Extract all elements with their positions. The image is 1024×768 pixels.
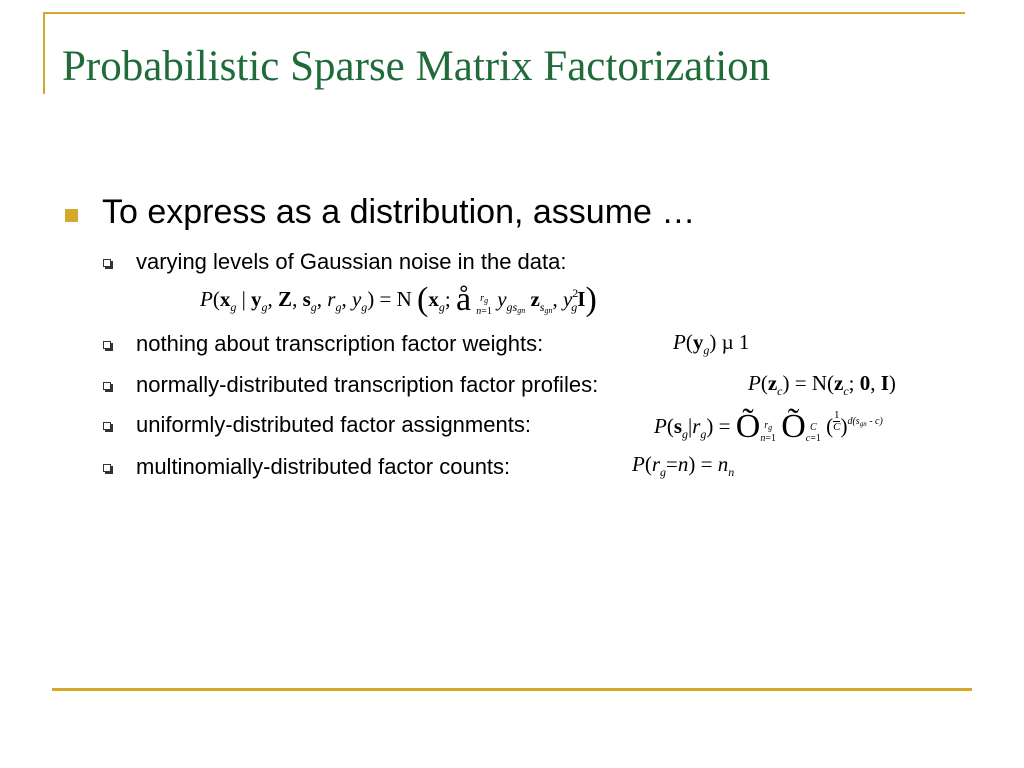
frame-top-line bbox=[43, 12, 965, 14]
subitem-text: normally-distributed transcription factor profiles: bbox=[136, 372, 599, 397]
checkbox-bullet-icon bbox=[103, 422, 111, 430]
checkbox-bullet-icon bbox=[103, 464, 111, 472]
checkbox-bullet-icon bbox=[103, 259, 111, 267]
bullet-square-icon bbox=[65, 209, 78, 222]
checkbox-bullet-icon bbox=[103, 341, 111, 349]
main-bullet-text: To express as a distribution, assume … bbox=[102, 193, 696, 231]
equation-counts-prior: $P(r_g=n) = n_n$ bbox=[632, 452, 735, 479]
subitem-text: varying levels of Gaussian noise in the data: bbox=[136, 249, 567, 274]
equation-assignments-prior: $P(s_g|r_g)$ = Õ $r_g$ n=1 Õ C c=1 ( $\frac{1}{C}$ )$^{d(s_{gn} - c)}$ bbox=[654, 408, 883, 445]
equation-gaussian-noise: $P(x_g$ | $y_g$, Z, $s_g$, $r_g$, $y_g) = N$ ($x_g$; å $r_g$ n=1 $y_{gs_{gn}}$ $z_{s_{gn}}$, $y^2_gI$) bbox=[200, 281, 597, 318]
equation-profiles-prior: $P(z_c) = N(z_c$; 0, I) bbox=[748, 371, 896, 398]
subitem-text: uniformly-distributed factor assignments: bbox=[136, 412, 531, 437]
frame-bottom-line bbox=[52, 688, 972, 691]
equation-weights-prior: $P(y_g)$ µ 1 bbox=[673, 330, 750, 357]
frame-vertical-line bbox=[43, 12, 45, 94]
slide-title: Probabilistic Sparse Matrix Factorization bbox=[62, 43, 771, 90]
subitem-text: multinomially-distributed factor counts: bbox=[136, 454, 511, 479]
subitem-text: nothing about transcription factor weights: bbox=[136, 331, 544, 356]
checkbox-bullet-icon bbox=[103, 382, 111, 390]
